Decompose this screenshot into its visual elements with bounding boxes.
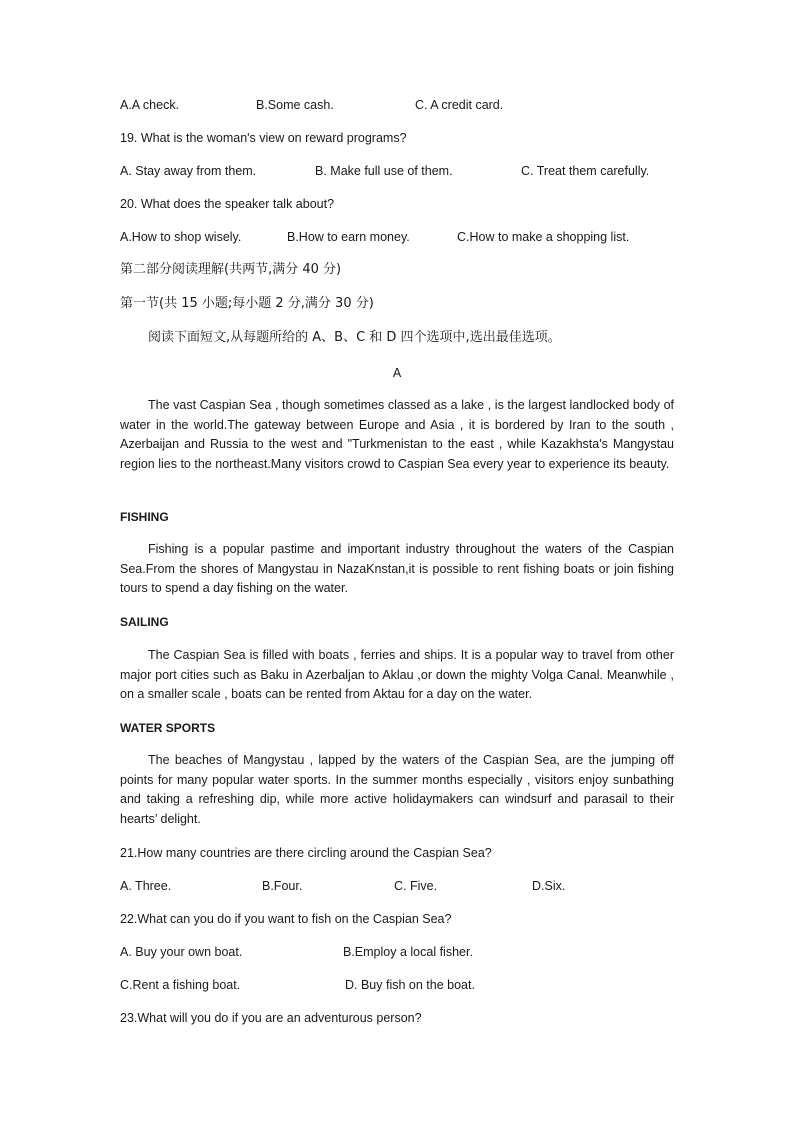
part2-title: 第二部分阅读理解(共两节,满分 40 分) [120,262,342,277]
q20-option-b: B.How to earn money. [287,230,410,244]
q21-option-d: D.Six. [532,879,566,893]
q22-option-c: C.Rent a fishing boat. [120,978,241,992]
sailing-text: The Caspian Sea is filled with boats , ferries and ships. It is a popular way to travel from other major port cities such as Baku in Azerbaljan to Aklau ,or down the mighty Volga Canal. Meanwhile , on a smaller scale , boats can be rented from Aktau for a day on the water. [120,648,674,702]
q23-question: 23.What will you do if you are an adventurous person? [120,1011,422,1025]
q22-option-d: D. Buy fish on the boat. [345,978,475,992]
q21-option-b: B.Four. [262,879,303,893]
reading-instruction: 阅读下面短文,从每题所给的 A、B、C 和 D 四个选项中,选出最佳选项。 [148,330,561,345]
q20-option-a: A.How to shop wisely. [120,230,242,244]
q19-option-b: B. Make full use of them. [315,164,453,178]
q20-question: 20. What does the speaker talk about? [120,197,335,211]
q22-option-a: A. Buy your own boat. [120,945,243,959]
q22-question: 22.What can you do if you want to fish on the Caspian Sea? [120,912,452,926]
q18-option-a: A.A check. [120,98,180,112]
water-sports-heading: WATER SPORTS [120,721,216,735]
q18-option-b: B.Some cash. [256,98,334,112]
q18-option-c: C. A credit card. [415,98,504,112]
passage-intro: The vast Caspian Sea , though sometimes classed as a lake , is the largest landlocked body of water in the world.The gateway between Europe and Asia , it is bordered by Iran to the south , Azerbaijan and Russia to the west and "Turkmenistan to the east , while Kazakhsta's Mangystau region lies to the northeast.Many visitors crowd to Caspian Sea every year to experience its beauty. [120,398,674,471]
section1-title: 第一节(共 15 小题;每小题 2 分,满分 30 分) [120,296,374,311]
water-sports-text: The beaches of Mangystau , lapped by the waters of the Caspian Sea, are the jumping off points for many popular water sports. In the summer months especially , visitors enjoy sunbathing and taking a refreshing dip, while more active holidaymakers can windsurf and parasail to their hearts’ delight. [120,753,674,826]
q19-option-c: C. Treat them carefully. [521,164,650,178]
passage-letter: A [392,366,402,380]
q19-question: 19. What is the woman's view on reward programs? [120,131,407,145]
sailing-heading: SAILING [120,615,169,629]
q20-option-c: C.How to make a shopping list. [457,230,630,244]
q19-option-a: A. Stay away from them. [120,164,257,178]
fishing-text: Fishing is a popular pastime and important industry throughout the waters of the Caspian Sea.From the shores of Mangystau in NazaKnstan,it is possible to rent fishing boats or join fishing tours to spend a day fishing on the water. [120,542,674,596]
q21-option-a: A. Three. [120,879,172,893]
fishing-heading: FISHING [120,510,169,524]
q21-option-c: C. Five. [394,879,438,893]
q21-question: 21.How many countries are there circling around the Caspian Sea? [120,846,492,860]
q22-option-b: B.Employ a local fisher. [343,945,473,959]
